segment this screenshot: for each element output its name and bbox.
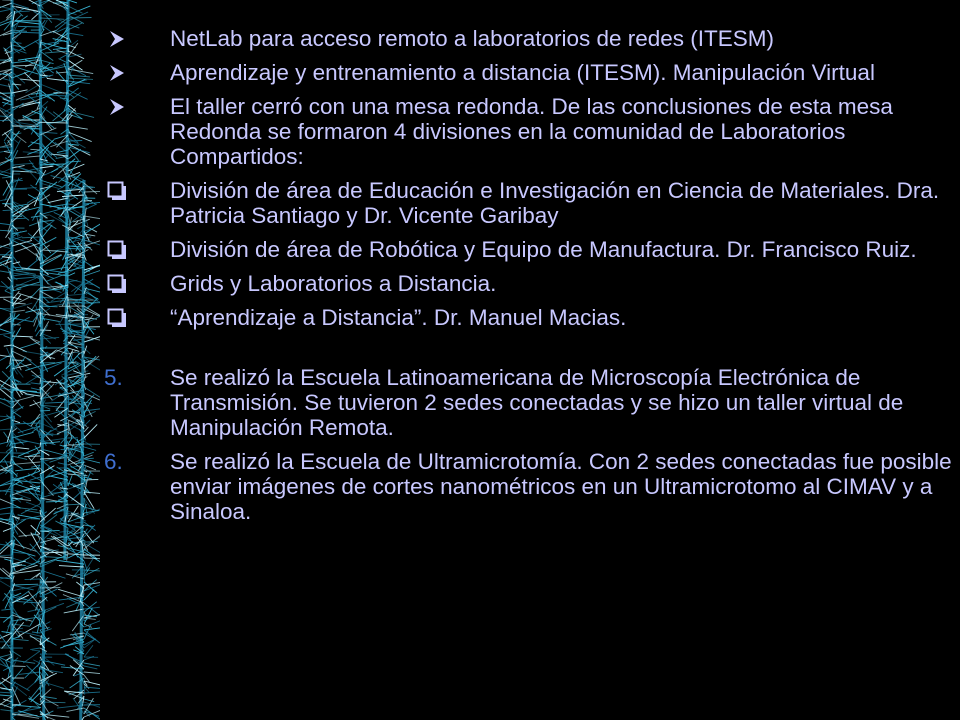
arrow-bullet-icon — [106, 60, 128, 85]
arrow-bullet-item — [104, 60, 954, 85]
bullet-text: NetLab para acceso remoto a laboratorios de redes (ITESM) — [170, 26, 775, 51]
bullet-text: Aprendizaje y entrenamiento a distancia (ITESM). Manipulación Virtual — [170, 60, 875, 85]
checkbox-bullet-icon — [106, 305, 128, 330]
checkbox-bullet-icon — [106, 237, 128, 262]
numbered-text: Se realizó la Escuela Latinoamericana de Microscopía Electrónica de Transmisión. Se tuvieron 2 sedes conectadas y se hizo un taller virtual de Manipulación Remota. — [170, 365, 904, 440]
list-number: 5. — [104, 365, 123, 390]
numbered-item — [104, 365, 954, 440]
numbered-item — [104, 449, 954, 524]
checkbox-bullet-icon — [106, 178, 128, 203]
checkbox-bullet-item — [104, 271, 954, 296]
slide-body — [104, 26, 954, 533]
bullet-text: División de área de Educación e Investigación en Ciencia de Materiales. Dra. Patricia Santiago y Dr. Vicente Garibay — [170, 178, 940, 228]
checkbox-bullet-item — [104, 305, 954, 330]
spacer — [104, 339, 954, 365]
arrow-bullet-icon — [106, 94, 128, 119]
arrow-bullet-icon — [106, 26, 128, 51]
numbered-text: Se realizó la Escuela de Ultramicrotomía. Con 2 sedes conectadas fue posible enviar imágenes de cortes nanométricos en un Ultramicrotomo al CIMAV y a Sinaloa. — [170, 449, 952, 524]
checkbox-bullet-item — [104, 178, 954, 228]
frosty-plant-image — [0, 0, 100, 720]
list-number: 6. — [104, 449, 123, 474]
arrow-bullet-item — [104, 94, 954, 169]
checkbox-bullet-item — [104, 237, 954, 262]
bullet-text: División de área de Robótica y Equipo de Manufactura. Dr. Francisco Ruiz. — [170, 237, 917, 262]
frosty-plant-decoration — [0, 0, 100, 720]
checkbox-bullet-icon — [106, 271, 128, 296]
bullet-text: El taller cerró con una mesa redonda. De las conclusiones de esta mesa Redonda se formaron 4 divisiones en la comunidad de Laboratorios Compartidos: — [170, 94, 893, 169]
bullet-text: “Aprendizaje a Distancia”. Dr. Manuel Macias. — [170, 305, 627, 330]
bullet-text: Grids y Laboratorios a Distancia. — [170, 271, 497, 296]
arrow-bullet-item — [104, 26, 954, 51]
frosty-plant-strands — [0, 0, 100, 720]
